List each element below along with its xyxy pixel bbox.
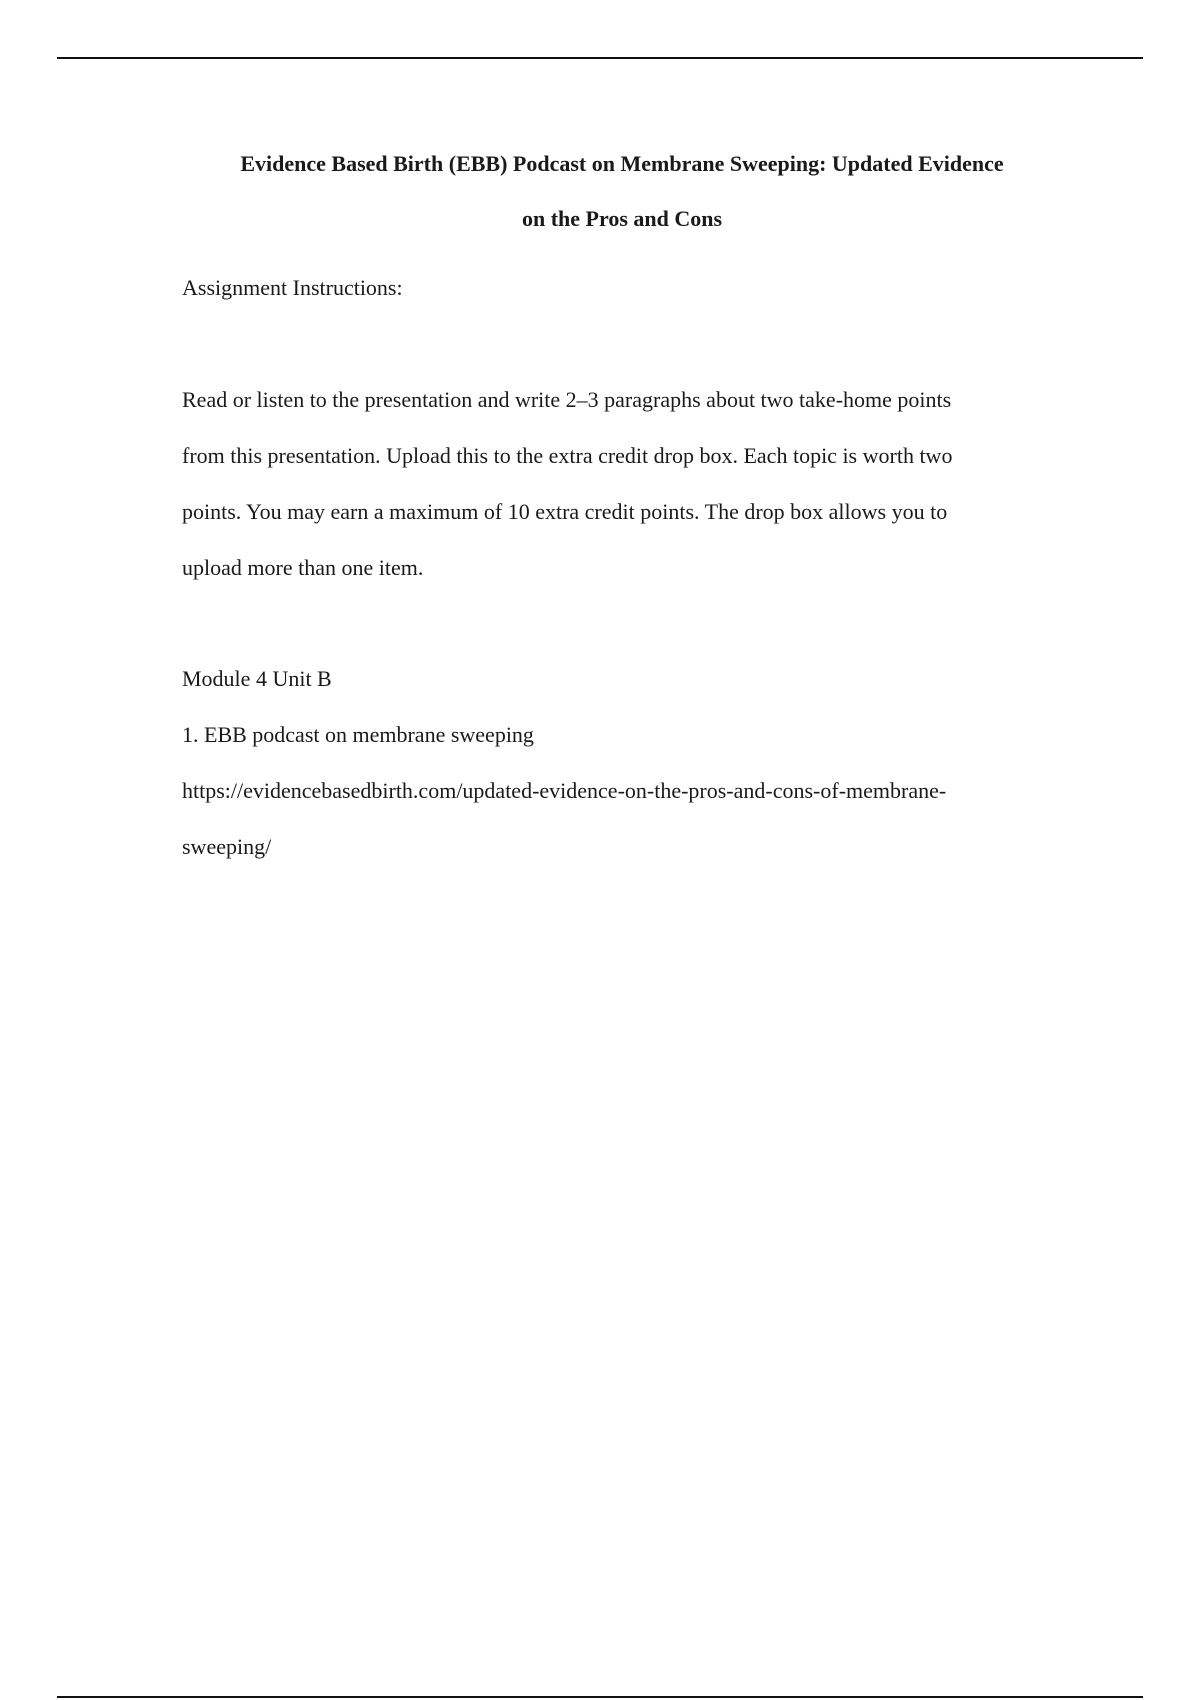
podcast-link[interactable] bbox=[182, 763, 1042, 875]
title-line: Evidence Based Birth (EBB) Podcast on Membrane Sweeping: Updated Evidence bbox=[240, 151, 1004, 176]
instructions-heading: Assignment Instructions: bbox=[182, 275, 403, 300]
list-item-podcast: 1. EBB podcast on membrane sweeping bbox=[182, 722, 534, 747]
instructions-line: from this presentation. Upload this to the extra credit drop box. Each topic is worth two bbox=[182, 443, 953, 468]
bottom-rule bbox=[57, 1696, 1143, 1698]
title-line: on the Pros and Cons bbox=[521, 206, 723, 231]
instructions-line: points. You may earn a maximum of 10 extra credit points. The drop box allows you to bbox=[182, 499, 948, 524]
link-line[interactable]: sweeping/ bbox=[182, 834, 272, 859]
link-line[interactable]: https://evidencebasedbirth.com/updated-evidence-on-the-pros-and-cons-of-membrane- bbox=[182, 778, 947, 803]
instructions-line: upload more than one item. bbox=[182, 555, 424, 580]
instructions-line: Read or listen to the presentation and write 2–3 paragraphs about two take-home points bbox=[182, 387, 952, 412]
module-label: Module 4 Unit B bbox=[182, 666, 332, 691]
document-body bbox=[182, 136, 1042, 875]
instructions-paragraph bbox=[182, 372, 1042, 596]
document-title bbox=[182, 136, 1062, 246]
top-rule bbox=[57, 57, 1143, 59]
